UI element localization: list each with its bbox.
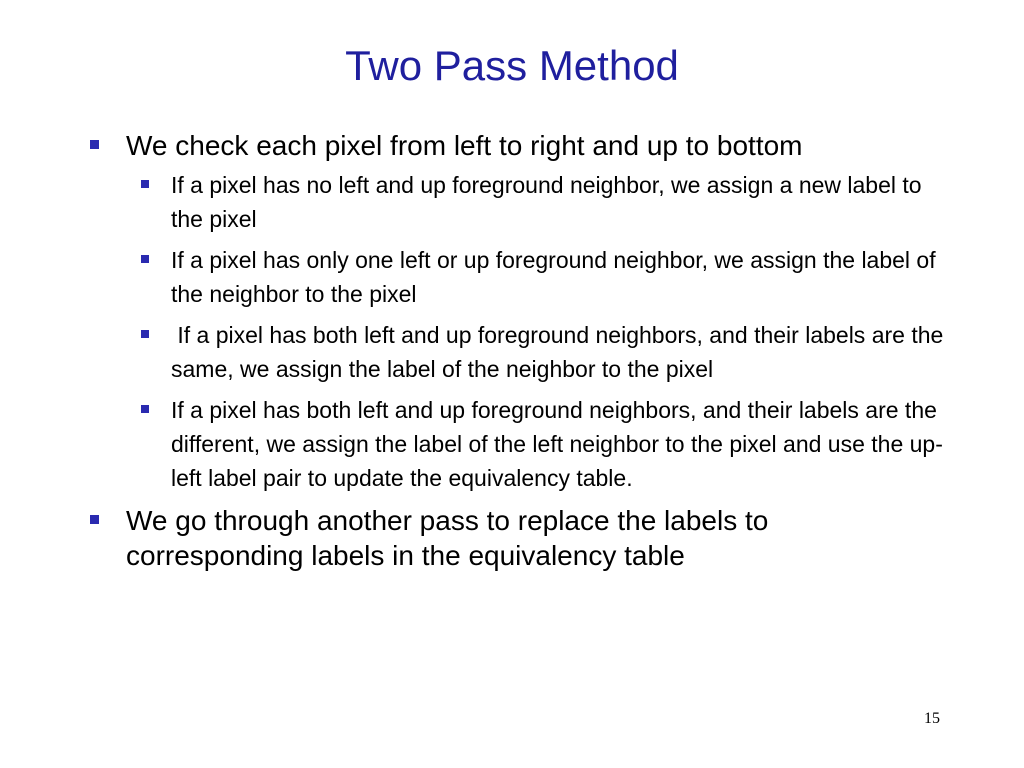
sub-bullet-item: [133, 318, 951, 386]
square-bullet-icon: [90, 515, 99, 524]
square-bullet-icon: [141, 180, 149, 188]
sub-bullet-text: If a pixel has only one left or up foreground neighbor, we assign the label of the neighbor to the pixel: [171, 247, 936, 307]
sub-bullet-text: If a pixel has no left and up foreground neighbor, we assign a new label to the pixel: [171, 172, 922, 232]
square-bullet-icon: [141, 255, 149, 263]
bullet-item: [88, 128, 948, 163]
slide-title: Two Pass Method: [345, 42, 679, 89]
page-number: 15: [924, 710, 940, 727]
sub-bullet-text: If a pixel has both left and up foreground neighbors, and their labels are the same, we assign the label of the neighbor to the pixel: [171, 322, 950, 382]
slide-body: [88, 128, 948, 578]
sub-bullet-item: [133, 393, 951, 495]
square-bullet-icon: [141, 405, 149, 413]
bullet-text: We check each pixel from left to right and up to bottom: [126, 130, 803, 161]
square-bullet-icon: [141, 330, 149, 338]
sub-bullet-list: [88, 168, 948, 495]
square-bullet-icon: [90, 140, 99, 149]
bullet-item: [88, 503, 948, 573]
sub-bullet-item: [133, 243, 951, 311]
sub-bullet-item: [133, 168, 951, 236]
bullet-text: We go through another pass to replace the labels to corresponding labels in the equivalency table: [126, 505, 769, 571]
sub-bullet-text: If a pixel has both left and up foreground neighbors, and their labels are the different, we assign the label of the left neighbor to the pixel and use the up-left label pair to update the equivalency table.: [171, 397, 943, 491]
